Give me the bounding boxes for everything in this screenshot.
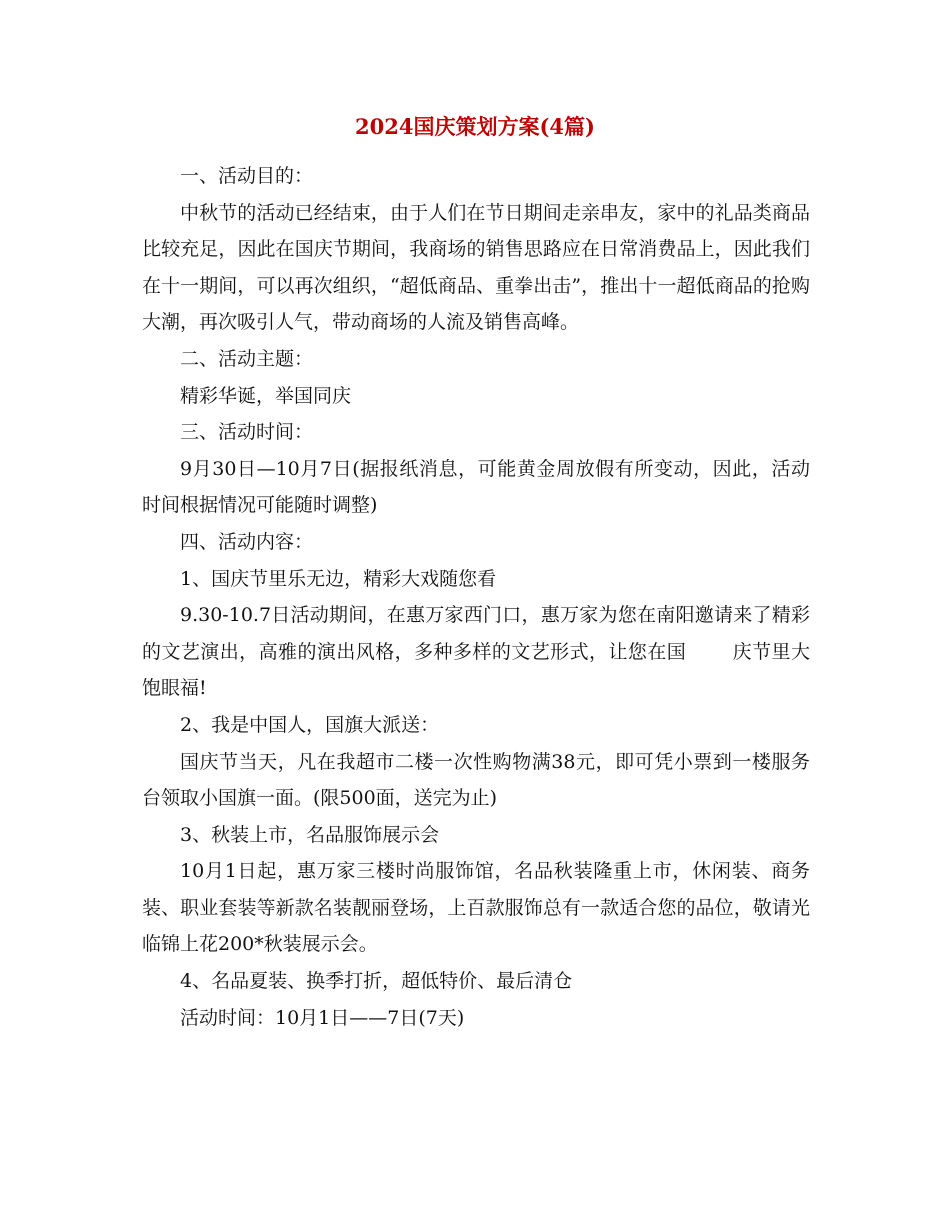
- paragraph-performance-part2: 庆节里大饱眼福!: [142, 640, 810, 700]
- item-heading-4: 4、名品夏装、换季打折，超低特价、最后清仓: [180, 970, 573, 993]
- section-heading-theme: 二、活动主题：: [180, 347, 314, 370]
- section-heading-purpose: 一、活动目的：: [180, 165, 314, 187]
- paragraph-theme: 精彩华诞，举国同庆: [180, 384, 352, 407]
- paragraph-autumn: 10月1日起，惠万家三楼时尚服饰馆，名品秋装隆重上市，休闲装、商务装、职业套装等新款名装靓丽登场，上百款服饰总有一款适合您的品位，敬请光临锦上花200*秋装展示会。: [142, 860, 810, 956]
- section-heading-content: 四、活动内容：: [180, 530, 314, 553]
- section-heading-time: 三、活动时间：: [180, 421, 314, 444]
- paragraph-performance-part1: 9.30-10.7日活动期间，在惠万家西门口，惠万家为您在南阳邀请来了精彩的文艺演出，高雅的演出风格，多种多样的文艺形式，让您在国: [142, 604, 810, 663]
- item-heading-2: 2、我是中国人，国旗大派送：: [180, 713, 440, 736]
- paragraph-performance: [142, 597, 810, 707]
- paragraph-sale-time: 活动时间：10月1日——7日(7天): [180, 1006, 465, 1029]
- document-body: [142, 158, 810, 1036]
- item-heading-1: 1、国庆节里乐无边，精彩大戏随您看: [180, 567, 497, 590]
- item-heading-3: 3、秋装上市，名品服饰展示会: [180, 823, 440, 846]
- document-title: 2024国庆策划方案(4篇): [355, 114, 595, 139]
- paragraph-time: 9月30日—10月7日(据报纸消息，可能黄金周放假有所变动，因此，活动时间根据情况可能随时调整): [142, 457, 810, 517]
- paragraph-purpose: 中秋节的活动已经结束，由于人们在节日期间走亲串友，家中的礼品类商品比较充足，因此在国庆节期间，我商场的销售思路应在日常消费品上，因此我们在十一期间，可以再次组织，“超低商品、重拳出击”，推出十一超低商品的抢购大潮，再次吸引人气，带动商场的人流及销售高峰。: [142, 201, 810, 334]
- paragraph-flag: 国庆节当天，凡在我超市二楼一次性购物满38元，即可凭小票到一楼服务台领取小国旗一面。(限500面，送完为止): [142, 750, 810, 810]
